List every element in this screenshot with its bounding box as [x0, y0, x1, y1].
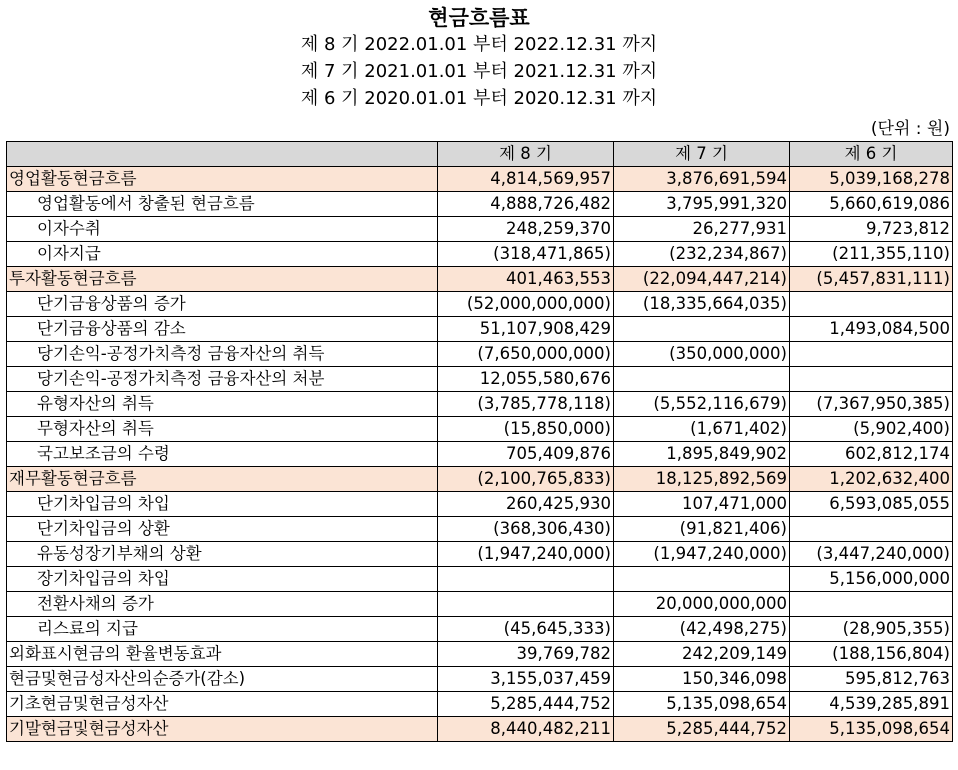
value-period-8: (1,947,240,000) [438, 542, 614, 567]
value-period-7: (1,947,240,000) [614, 542, 790, 567]
header-label-col [7, 142, 438, 167]
value-period-6 [790, 592, 953, 617]
table-row [7, 542, 953, 567]
value-period-8: (368,306,430) [438, 517, 614, 542]
table-row [7, 167, 953, 192]
value-period-6: 1,493,084,500 [790, 317, 953, 342]
value-period-6: (5,902,400) [790, 417, 953, 442]
value-period-8: 4,814,569,957 [438, 167, 614, 192]
value-period-6: 9,723,812 [790, 217, 953, 242]
value-period-8: (52,000,000,000) [438, 292, 614, 317]
table-row [7, 192, 953, 217]
table-row [7, 517, 953, 542]
row-label: 이자지급 [7, 242, 438, 267]
value-period-7: (1,671,402) [614, 417, 790, 442]
table-row [7, 592, 953, 617]
table-row [7, 367, 953, 392]
row-label: 국고보조금의 수령 [7, 442, 438, 467]
period-line-7: 제 7 기 2021.01.01 부터 2021.12.31 까지 [300, 61, 658, 82]
row-label: 외화표시현금의 환율변동효과 [7, 642, 438, 667]
value-period-7: 1,895,849,902 [614, 442, 790, 467]
row-label: 기초현금및현금성자산 [7, 692, 438, 717]
row-label: 단기금융상품의 증가 [7, 292, 438, 317]
value-period-6: 595,812,763 [790, 667, 953, 692]
value-period-8: 401,463,553 [438, 267, 614, 292]
row-label: 기말현금및현금성자산 [7, 717, 438, 742]
value-period-6 [790, 342, 953, 367]
row-label: 무형자산의 취득 [7, 417, 438, 442]
row-label: 장기차입금의 차입 [7, 567, 438, 592]
row-label: 이자수취 [7, 217, 438, 242]
value-period-6: 4,539,285,891 [790, 692, 953, 717]
value-period-7: 26,277,931 [614, 217, 790, 242]
value-period-6: 602,812,174 [790, 442, 953, 467]
header-period-6: 제 6 기 [790, 142, 953, 167]
value-period-6 [790, 517, 953, 542]
row-label: 투자활동현금흐름 [7, 267, 438, 292]
table-row [7, 217, 953, 242]
value-period-8: (3,785,778,118) [438, 392, 614, 417]
value-period-8: (45,645,333) [438, 617, 614, 642]
value-period-8: 5,285,444,752 [438, 692, 614, 717]
table-row [7, 567, 953, 592]
value-period-8: 260,425,930 [438, 492, 614, 517]
table-row [7, 242, 953, 267]
value-period-8: 705,409,876 [438, 442, 614, 467]
table-row [7, 467, 953, 492]
header-period-7: 제 7 기 [614, 142, 790, 167]
value-period-7: 107,471,000 [614, 492, 790, 517]
value-period-7: 242,209,149 [614, 642, 790, 667]
value-period-7: 3,795,991,320 [614, 192, 790, 217]
table-row [7, 392, 953, 417]
value-period-8: 248,259,370 [438, 217, 614, 242]
row-label: 재무활동현금흐름 [7, 467, 438, 492]
value-period-6: (211,355,110) [790, 242, 953, 267]
value-period-7: 18,125,892,569 [614, 467, 790, 492]
value-period-7: (91,821,406) [614, 517, 790, 542]
value-period-8: 8,440,482,211 [438, 717, 614, 742]
value-period-6: 5,135,098,654 [790, 717, 953, 742]
value-period-6: (28,905,355) [790, 617, 953, 642]
value-period-7: 5,135,098,654 [614, 692, 790, 717]
table-row [7, 617, 953, 642]
value-period-6 [790, 367, 953, 392]
value-period-8: 39,769,782 [438, 642, 614, 667]
value-period-6 [790, 292, 953, 317]
value-period-7: (22,094,447,214) [614, 267, 790, 292]
table-row [7, 692, 953, 717]
value-period-7: (232,234,867) [614, 242, 790, 267]
row-label: 단기금융상품의 감소 [7, 317, 438, 342]
value-period-8: 51,107,908,429 [438, 317, 614, 342]
value-period-6: 5,039,168,278 [790, 167, 953, 192]
period-line-6: 제 6 기 2020.01.01 부터 2020.12.31 까지 [300, 88, 658, 109]
row-label: 현금및현금성자산의순증가(감소) [7, 667, 438, 692]
cash-flow-table [6, 141, 953, 742]
value-period-8 [438, 567, 614, 592]
header-period-8: 제 8 기 [438, 142, 614, 167]
value-period-7: (42,498,275) [614, 617, 790, 642]
table-row [7, 317, 953, 342]
value-period-7: (350,000,000) [614, 342, 790, 367]
value-period-7 [614, 317, 790, 342]
value-period-7: 150,346,098 [614, 667, 790, 692]
table-row [7, 642, 953, 667]
row-label: 리스료의 지급 [7, 617, 438, 642]
value-period-6: (188,156,804) [790, 642, 953, 667]
value-period-6: (7,367,950,385) [790, 392, 953, 417]
value-period-7: (18,335,664,035) [614, 292, 790, 317]
value-period-7 [614, 567, 790, 592]
table-row [7, 417, 953, 442]
table-row [7, 442, 953, 467]
value-period-7: 20,000,000,000 [614, 592, 790, 617]
row-label: 유동성장기부채의 상환 [7, 542, 438, 567]
table-row [7, 667, 953, 692]
row-label: 단기차입금의 상환 [7, 517, 438, 542]
row-label: 영업활동에서 창출된 현금흐름 [7, 192, 438, 217]
row-label: 유형자산의 취득 [7, 392, 438, 417]
period-line-8: 제 8 기 2022.01.01 부터 2022.12.31 까지 [300, 34, 658, 55]
table-header-row [7, 142, 953, 167]
value-period-8: (2,100,765,833) [438, 467, 614, 492]
row-label: 당기손익-공정가치측정 금융자산의 취득 [7, 342, 438, 367]
row-label: 당기손익-공정가치측정 금융자산의 처분 [7, 367, 438, 392]
value-period-8: (318,471,865) [438, 242, 614, 267]
table-row [7, 267, 953, 292]
table-row [7, 342, 953, 367]
row-label: 영업활동현금흐름 [7, 167, 438, 192]
value-period-7: (5,552,116,679) [614, 392, 790, 417]
value-period-8: (7,650,000,000) [438, 342, 614, 367]
document-title: 현금흐름표 [428, 6, 530, 30]
value-period-8: 12,055,580,676 [438, 367, 614, 392]
value-period-6: 5,660,619,086 [790, 192, 953, 217]
value-period-8: (15,850,000) [438, 417, 614, 442]
row-label: 단기차입금의 차입 [7, 492, 438, 517]
table-row [7, 292, 953, 317]
table-row [7, 717, 953, 742]
value-period-7: 5,285,444,752 [614, 717, 790, 742]
value-period-7: 3,876,691,594 [614, 167, 790, 192]
value-period-8: 3,155,037,459 [438, 667, 614, 692]
row-label: 전환사채의 증가 [7, 592, 438, 617]
table-row [7, 492, 953, 517]
value-period-6: 5,156,000,000 [790, 567, 953, 592]
value-period-6: 6,593,085,055 [790, 492, 953, 517]
unit-label: (단위 : 원) [870, 119, 950, 139]
value-period-6: 1,202,632,400 [790, 467, 953, 492]
value-period-8: 4,888,726,482 [438, 192, 614, 217]
value-period-7 [614, 367, 790, 392]
value-period-6: (5,457,831,111) [790, 267, 953, 292]
value-period-8 [438, 592, 614, 617]
table-body [7, 167, 953, 742]
value-period-6: (3,447,240,000) [790, 542, 953, 567]
